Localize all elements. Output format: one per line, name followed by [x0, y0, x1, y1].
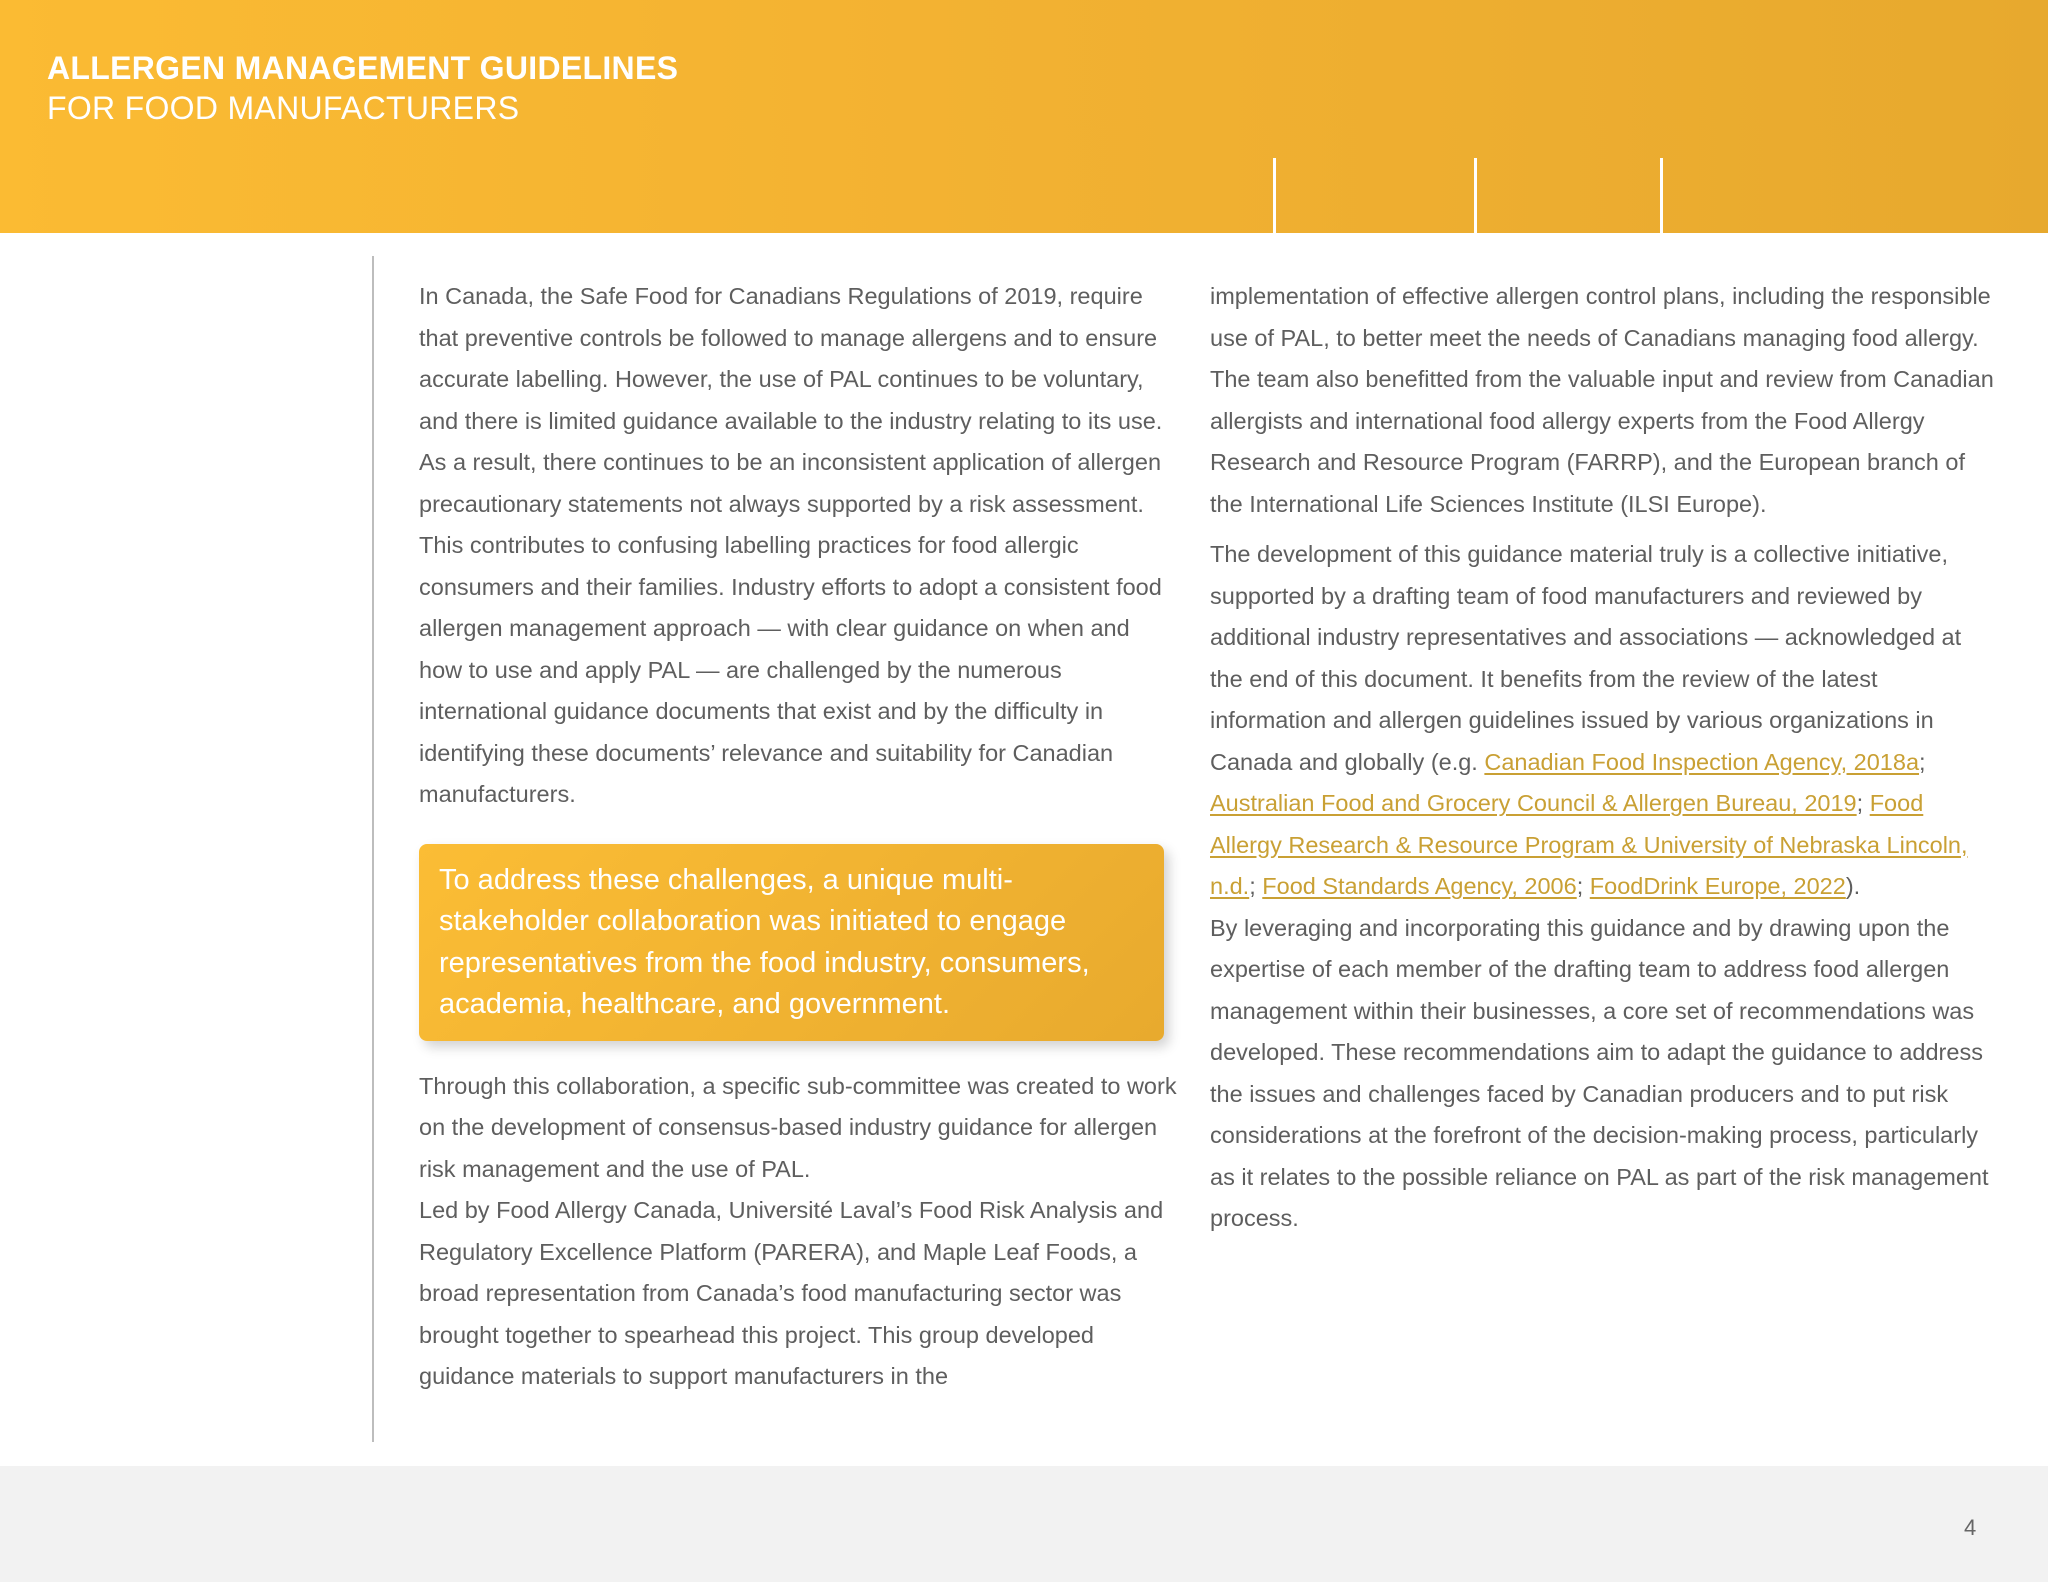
reference-separator: ; — [1856, 790, 1870, 816]
reference-link-cfia[interactable]: Canadian Food Inspection Agency, 2018a — [1484, 748, 1920, 775]
reference-link-farrp[interactable]: Food Allergy Research & Resource Program & University of Nebraska Lincoln, n.d. — [1210, 790, 1968, 899]
reference-separator: ; — [1576, 873, 1590, 899]
paragraph-text: The development of this guidance material truly is a collective initiative, supported by a drafting team of food manufacturers and reviewed by additional industry representatives and associations — acknowledged at the end of this document. It benefits from the review of the latest information and allergen guidelines issued by various organizations in Canada and globally — [1210, 541, 1962, 775]
body-paragraph: In Canada, the Safe Food for Canadians Regulations of 2019, require that preventive controls be followed to manage allergens and to ensure accurate labelling. However, the use of PAL continues to be voluntary, and there is limited guidance available to the industry relating to its use. As a result, there continues to be an inconsistent application of allergen precautionary statements not always supported by a risk assessment. — [419, 283, 1163, 517]
document-title: ALLERGEN MANAGEMENT GUIDELINES — [47, 50, 679, 86]
body-paragraph: Through this collaboration, a specific sub-committee was created to work on the development of consensus-based industry guidance for allergen risk management and the use of PAL. — [419, 1072, 1177, 1182]
reference-link-fooddrink[interactable]: FoodDrink Europe, 2022 — [1589, 873, 1846, 899]
reference-open: (e.g. — [1430, 748, 1485, 775]
document-subtitle: FOR FOOD MANUFACTURERS — [47, 90, 520, 126]
body-paragraph: By leveraging and incorporating this guidance and by drawing upon the expertise of each member of the drafting team to address food allergen management within their businesses, a core set of recommendations was developed. These recommendations aim to adapt the guidance to address the issues and challenges faced by Canadian producers and to put risk considerations at the forefront of the decision-making process, particularly as it relates to the possible reliance on PAL as part of the risk management process. — [1210, 914, 1989, 1231]
page-number: 4 — [1964, 1515, 1977, 1540]
right-column — [1210, 276, 2000, 1240]
body-paragraph: This contributes to confusing labelling practices for food allergic consumers and their families. Industry efforts to adopt a consistent food allergen management approach — with clear guidance on when and how to use and apply PAL — are challenged by the numerous international guidance documents that exist and by the difficulty in identifying these documents’ relevance and suitability for Canadian manufacturers. — [419, 532, 1162, 807]
page-footer — [0, 1466, 2048, 1582]
reference-close: ). — [1845, 873, 1861, 899]
header-tick-mark — [1660, 158, 1663, 233]
reference-separator: ; — [1919, 748, 1926, 775]
page-header — [0, 0, 2048, 233]
left-column — [419, 276, 1179, 1398]
reference-link-fsa[interactable]: Food Standards Agency, 2006 — [1262, 873, 1577, 899]
callout-box: To address these challenges, a unique multi-stakeholder collaboration was initiated to engage representatives from the food industry, consumers, academia, healthcare, and government. — [419, 844, 1164, 1041]
body-paragraph: implementation of effective allergen control plans, including the responsible use of PAL, to better meet the needs of Canadians managing food allergy. The team also benefitted from the valuable input and review from Canadian allergists and international food allergy experts from the Food Allergy Research and Resource Program (FARRP), and the European branch of the International Life Sciences Institute (ILSI Europe). — [1210, 283, 1994, 517]
body-paragraph: Led by Food Allergy Canada, Université Laval’s Food Risk Analysis and Regulatory Excellence Platform (PARERA), and Maple Leaf Foods, a broad representation from Canada’s food manufacturing sector was brought together to spearhead this project. This group developed guidance materials to support manufacturers in the — [419, 1197, 1164, 1389]
vertical-divider — [372, 256, 374, 1442]
reference-link-afgc[interactable]: Australian Food and Grocery Council & Allergen Bureau, 2019 — [1210, 790, 1857, 816]
reference-separator: ; — [1249, 873, 1263, 899]
body-paragraph-with-references — [1210, 534, 2000, 908]
header-tick-mark — [1273, 158, 1276, 233]
header-tick-mark — [1474, 158, 1477, 233]
